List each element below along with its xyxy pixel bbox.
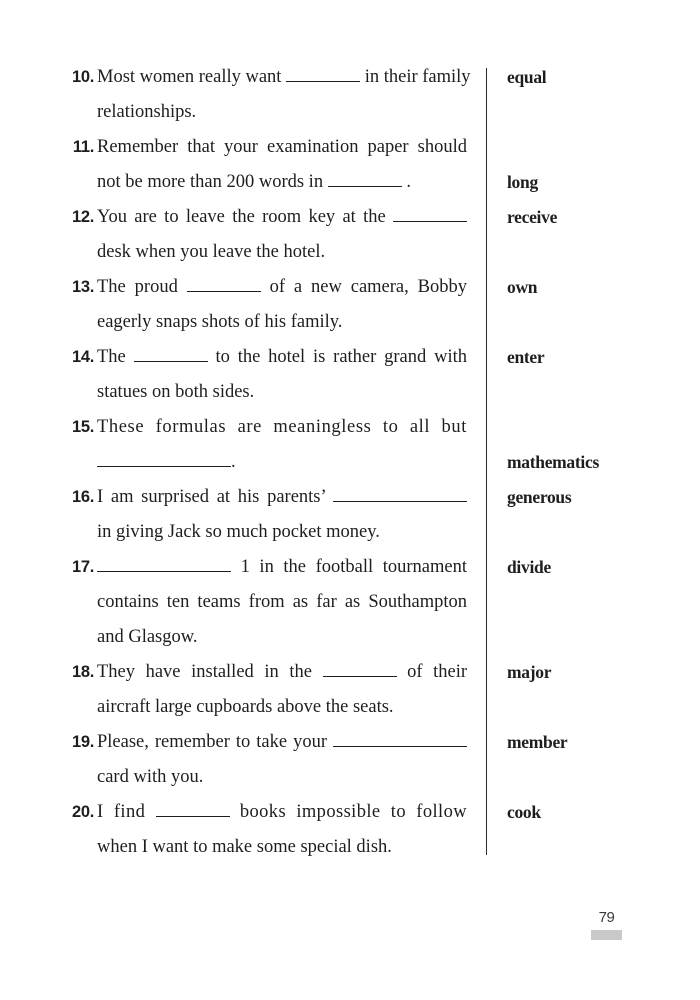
word-hint: equal: [507, 67, 547, 87]
item-text-line: contains ten teams from as far as Southampton: [97, 592, 467, 612]
word-hint: enter: [507, 347, 545, 367]
item-text-line: They have installed in the of their: [97, 662, 468, 682]
item-text-line: Remember that your examination paper should: [97, 137, 467, 157]
word-hint: divide: [507, 557, 551, 577]
item-text-line: and Glasgow.: [97, 627, 198, 647]
answer-blank[interactable]: [328, 172, 402, 187]
item-number: 17.: [71, 558, 94, 576]
item-text-line: Most women really want in their family: [97, 67, 471, 87]
item-text-line: not be more than 200 words in .: [97, 172, 411, 192]
answer-blank[interactable]: [393, 207, 467, 222]
word-hint: generous: [507, 487, 572, 507]
word-hint: long: [507, 172, 538, 192]
page-number-bar: [591, 930, 622, 940]
item-text-line: eagerly snaps shots of his family.: [97, 312, 343, 332]
answer-blank[interactable]: [286, 67, 360, 82]
answer-blank[interactable]: [97, 557, 231, 572]
answer-blank[interactable]: [156, 802, 230, 817]
item-text-line: The proud of a new camera, Bobby: [97, 277, 467, 297]
word-hint: member: [507, 732, 568, 752]
item-number: 18.: [71, 663, 94, 681]
answer-blank[interactable]: [333, 487, 467, 502]
item-number: 16.: [71, 488, 94, 506]
answer-blank[interactable]: [97, 452, 231, 467]
answer-blank[interactable]: [323, 662, 397, 677]
item-text-line: Please, remember to take your: [97, 725, 467, 760]
word-hint: receive: [507, 207, 558, 227]
word-hint: cook: [507, 802, 541, 822]
answer-blank[interactable]: [187, 277, 261, 292]
item-number: 13.: [71, 278, 94, 296]
item-number: 14.: [71, 348, 94, 366]
item-number: 11.: [72, 138, 94, 156]
item-number: 12.: [71, 208, 94, 226]
word-hint: major: [507, 662, 552, 682]
item-text-line: aircraft large cupboards above the seats.: [97, 697, 394, 717]
item-text-line: The to the hotel is rather grand with: [97, 347, 467, 367]
item-text-line: when I want to make some special dish.: [97, 837, 392, 857]
item-text-line: I am surprised at his parents’: [97, 480, 467, 515]
item-number: 15.: [71, 418, 94, 436]
item-text-line: I find books impossible to follow: [97, 802, 467, 822]
item-text-line: card with you.: [97, 767, 204, 787]
column-divider: [486, 68, 487, 855]
answer-blank[interactable]: [333, 732, 467, 747]
item-text-line: You are to leave the room key at the: [97, 200, 467, 235]
answer-blank[interactable]: [134, 347, 208, 362]
item-text-line: desk when you leave the hotel.: [97, 242, 326, 262]
item-text-line: These formulas are meaningless to all but: [97, 417, 467, 437]
item-number: 20.: [71, 803, 94, 821]
item-text-line: .: [97, 445, 467, 480]
word-hint: mathematics: [507, 452, 599, 472]
item-text-line: relationships.: [97, 102, 197, 122]
word-hint: own: [507, 277, 538, 297]
item-number: 10.: [71, 68, 94, 86]
item-text-line: in giving Jack so much pocket money.: [97, 522, 380, 542]
page-number: 79: [598, 909, 615, 926]
item-number: 19.: [71, 733, 94, 751]
item-text-line: statues on both sides.: [97, 382, 255, 402]
item-text-line: 1 in the football tournament: [97, 550, 467, 585]
